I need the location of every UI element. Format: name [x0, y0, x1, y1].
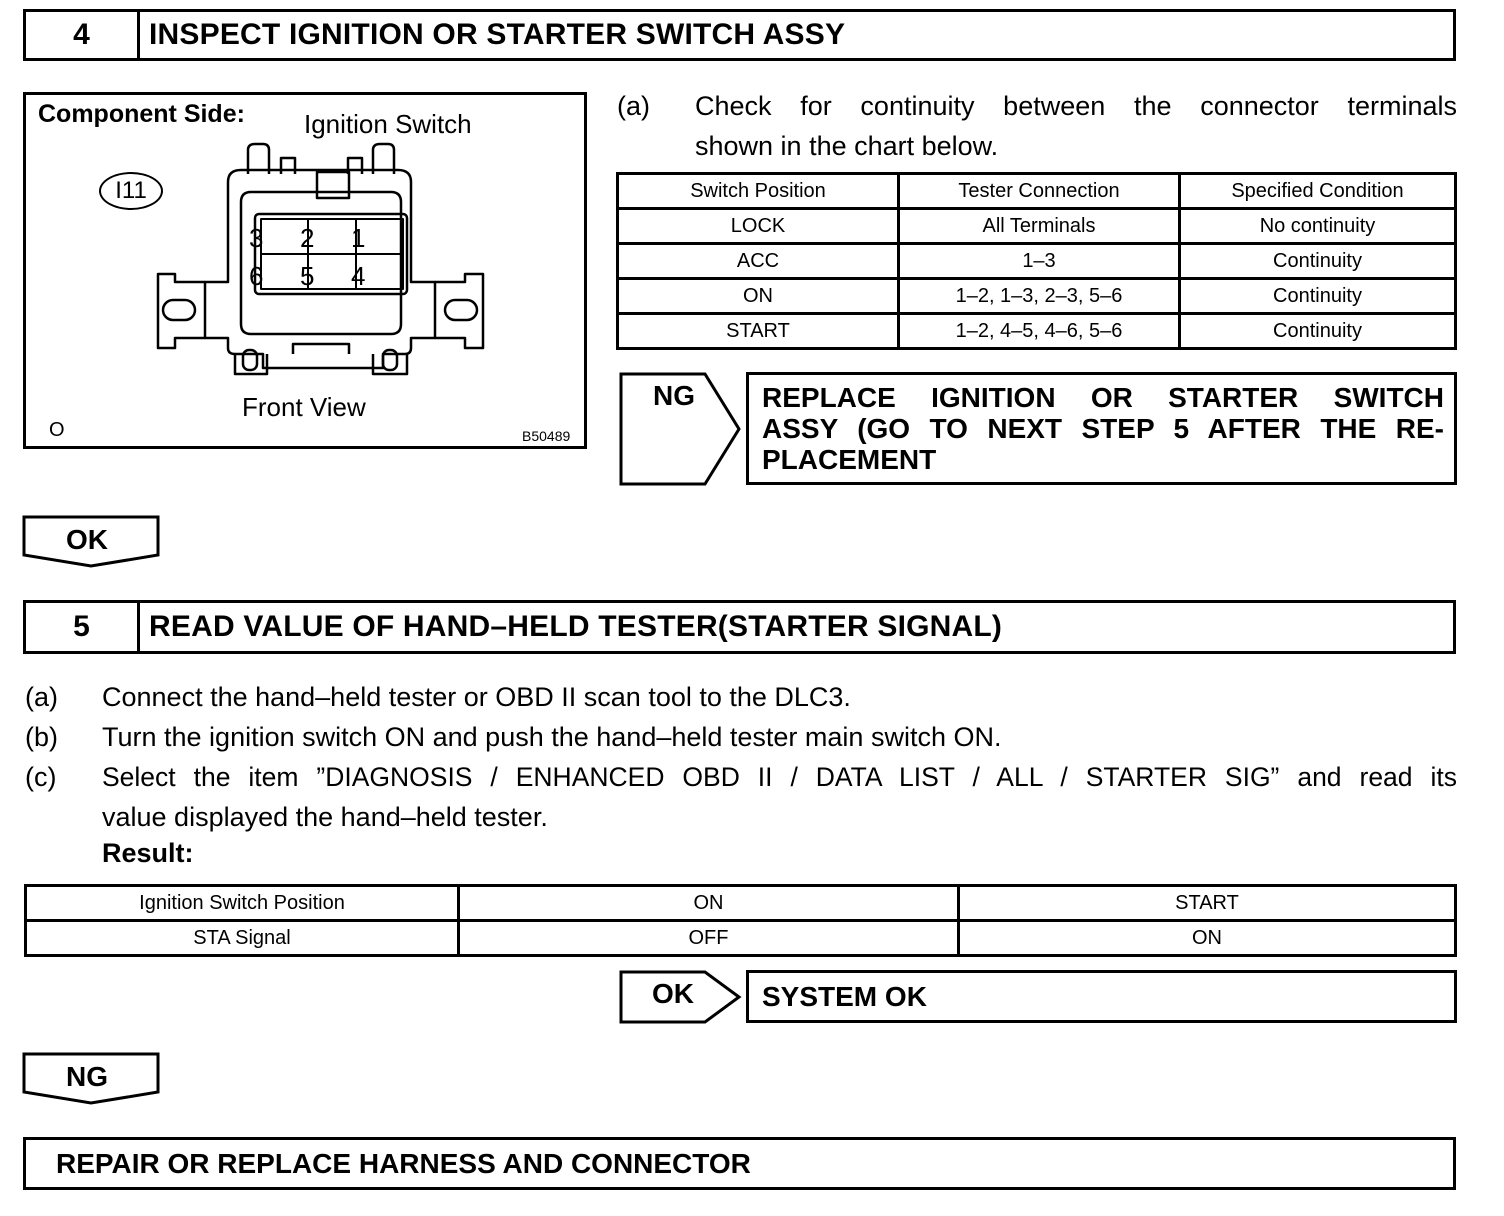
result-table [24, 884, 1457, 957]
step-5-number: 5 [26, 603, 140, 651]
terminal-1: 1 [351, 223, 366, 253]
continuity-table [616, 172, 1457, 350]
header-specified-condition: Specified Condition [1180, 174, 1456, 209]
step-4-title: INSPECT IGNITION OR STARTER SWITCH ASSY [149, 18, 846, 51]
step-4-number: 4 [26, 12, 140, 58]
instruction-label: (a) [617, 91, 650, 121]
step-5-item-b [25, 717, 1457, 757]
instruction-line-2: shown in the chart below. [695, 131, 999, 161]
header-tester-connection: Tester Connection [899, 174, 1180, 209]
table-cell: ACC [618, 244, 899, 279]
system-ok-box [746, 970, 1457, 1023]
step-4-header [23, 9, 1456, 61]
ng-label-step-4: NG [653, 380, 695, 411]
connector-figure [23, 92, 587, 449]
table-row [618, 279, 1456, 314]
step-4-instruction [617, 86, 1457, 166]
table-row [26, 886, 1456, 921]
table-cell: Continuity [1180, 314, 1456, 349]
table-header-row [618, 174, 1456, 209]
table-cell: ON [959, 921, 1456, 956]
table-cell: ON [618, 279, 899, 314]
item-text: Connect the hand–held tester or OBD II scan tool to the DLC3. [102, 682, 851, 712]
table-cell: LOCK [618, 209, 899, 244]
ng-action-line-1: REPLACE IGNITION OR STARTER SWITCH [762, 382, 1444, 413]
table-cell: Continuity [1180, 244, 1456, 279]
ok-label-step-4: OK [66, 524, 108, 555]
ok-label-step-5: OK [652, 978, 694, 1009]
figure-code: B50489 [522, 428, 571, 444]
ng-label-step-5: NG [66, 1061, 108, 1092]
ng-action-line-2: ASSY (GO TO NEXT STEP 5 AFTER THE RE- [762, 413, 1444, 444]
item-text: Turn the ignition switch ON and push the hand–held tester main switch ON. [102, 722, 1002, 752]
table-cell: 1–2, 4–5, 4–6, 5–6 [899, 314, 1180, 349]
component-side-label: Component Side: [38, 100, 245, 128]
table-row [26, 921, 1456, 956]
front-view-label: Front View [242, 392, 366, 422]
item-text: Select the item ”DIAGNOSIS / ENHANCED OBD II / DATA LIST / ALL / STARTER SIG” and read its [102, 762, 1457, 792]
instruction-line-1: Check for continuity between the connector terminals [695, 91, 1457, 121]
ng-action-box [746, 372, 1457, 485]
step-5-title: READ VALUE OF HAND–HELD TESTER(STARTER SIGNAL) [149, 610, 1003, 643]
table-cell: Ignition Switch Position [26, 886, 459, 921]
table-row [618, 209, 1456, 244]
connector-id: I11 [115, 177, 147, 204]
terminal-5: 5 [300, 261, 315, 291]
step-5-item-c [25, 757, 1457, 837]
system-ok-text: SYSTEM OK [762, 981, 927, 1012]
terminal-3: 3 [249, 223, 264, 253]
result-label: Result: [102, 838, 194, 868]
table-row [618, 314, 1456, 349]
item-label: (c) [25, 762, 57, 792]
terminal-2: 2 [300, 223, 315, 253]
header-switch-position: Switch Position [618, 174, 899, 209]
table-cell: Continuity [1180, 279, 1456, 314]
ignition-switch-label: Ignition Switch [304, 109, 472, 139]
table-cell: OFF [459, 921, 959, 956]
table-cell: START [959, 886, 1456, 921]
item-label: (b) [25, 722, 58, 752]
item-text-continued: value displayed the hand–held tester. [102, 802, 548, 832]
step-5-item-a [25, 677, 1457, 717]
terminal-6: 6 [249, 261, 264, 291]
final-action-box [23, 1137, 1456, 1190]
table-cell: 1–2, 1–3, 2–3, 5–6 [899, 279, 1180, 314]
table-cell: 1–3 [899, 244, 1180, 279]
table-cell: STA Signal [26, 921, 459, 956]
table-cell: START [618, 314, 899, 349]
item-label: (a) [25, 682, 58, 712]
terminal-4: 4 [351, 261, 366, 291]
table-row [618, 244, 1456, 279]
table-cell: No continuity [1180, 209, 1456, 244]
final-action-text: REPAIR OR REPLACE HARNESS AND CONNECTOR [56, 1148, 751, 1179]
step-5-header [23, 600, 1456, 654]
table-cell: All Terminals [899, 209, 1180, 244]
table-cell: ON [459, 886, 959, 921]
ng-action-line-3: PLACEMENT [762, 444, 937, 475]
corner-mark: O [49, 419, 65, 441]
